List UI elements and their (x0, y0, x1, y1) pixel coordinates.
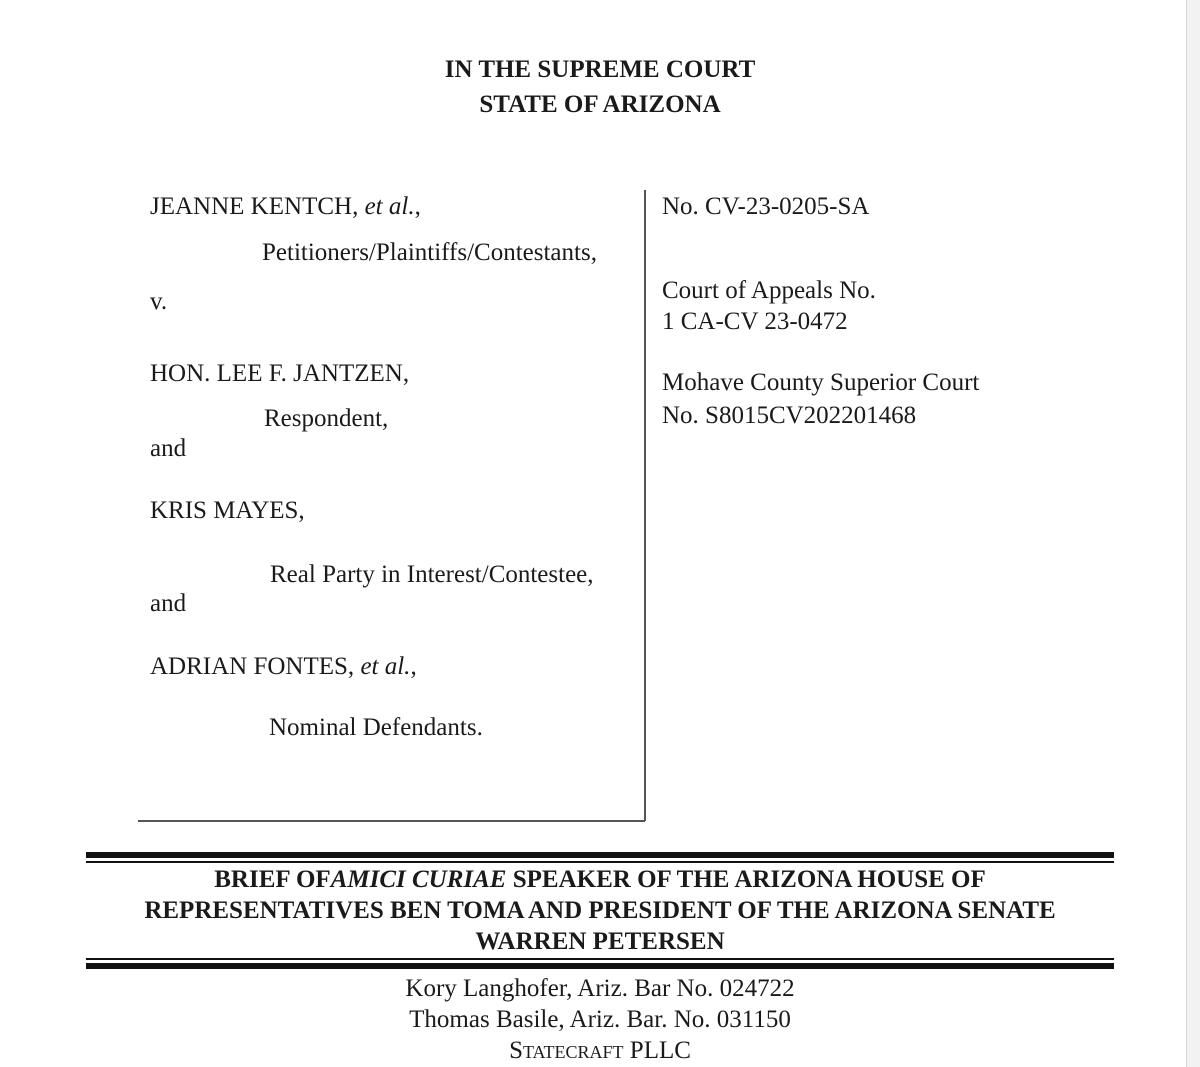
superior-court-label: Mohave County Superior Court (662, 369, 980, 396)
caption-bottom-divider (138, 820, 645, 822)
counsel-attorney-2: Thomas Basile, Ariz. Bar. No. 031150 (409, 1006, 791, 1033)
conjunction-and: and (150, 590, 187, 617)
party1-name: JEANNE KENTCH, (150, 193, 359, 220)
party4-name: ADRIAN FONTES, (150, 653, 355, 680)
party4-etal: et al. (360, 653, 411, 680)
party2-name: HON. LEE F. JANTZEN, (150, 360, 410, 387)
title-rule-bottom-thin (86, 958, 1114, 960)
party4-line (150, 653, 417, 681)
party3-role: Real Party in Interest/Contestee, (270, 561, 594, 588)
title-rule-bottom-thick (86, 963, 1114, 969)
conjunction-and: and (150, 435, 187, 462)
title-rule-top-thick (86, 852, 1114, 858)
brief-title-amici: AMICI CURIAE (330, 866, 507, 893)
appeals-label: Court of Appeals No. (662, 277, 876, 304)
counsel-firm: Statecraft PLLC (509, 1037, 691, 1064)
court-state: STATE OF ARIZONA (479, 91, 721, 118)
party3-name: KRIS MAYES, (150, 497, 305, 524)
supreme-court-case-number: No. CV-23-0205-SA (662, 193, 870, 220)
counsel-attorney-1: Kory Langhofer, Ariz. Bar No. 024722 (405, 975, 795, 1002)
title-rule-top-thin (86, 861, 1114, 863)
caption-vertical-divider (644, 190, 646, 821)
superior-court-case-number: No. S8015CV202201468 (662, 402, 917, 429)
brief-title-line1 (0, 864, 1200, 895)
brief-title-line2: REPRESENTATIVES BEN TOMA AND PRESIDENT OF THE ARIZONA SENATE (144, 897, 1056, 924)
party1-line (150, 193, 421, 221)
appeals-case-number: 1 CA-CV 23-0472 (662, 308, 848, 335)
versus: v. (150, 288, 168, 315)
brief-title-line1-rest: SPEAKER OF THE ARIZONA HOUSE OF (506, 866, 986, 893)
party4-comma: , (410, 653, 417, 680)
brief-title-line3: WARREN PETERSEN (475, 928, 725, 955)
party1-etal: et al. (364, 193, 415, 220)
court-name: IN THE SUPREME COURT (444, 56, 756, 83)
party2-role: Respondent, (264, 405, 389, 432)
party1-role: Petitioners/Plaintiffs/Contestants, (262, 239, 597, 266)
brief-title-pre: BRIEF OF (214, 866, 331, 893)
party1-comma: , (414, 193, 421, 220)
party4-role: Nominal Defendants. (269, 714, 483, 741)
